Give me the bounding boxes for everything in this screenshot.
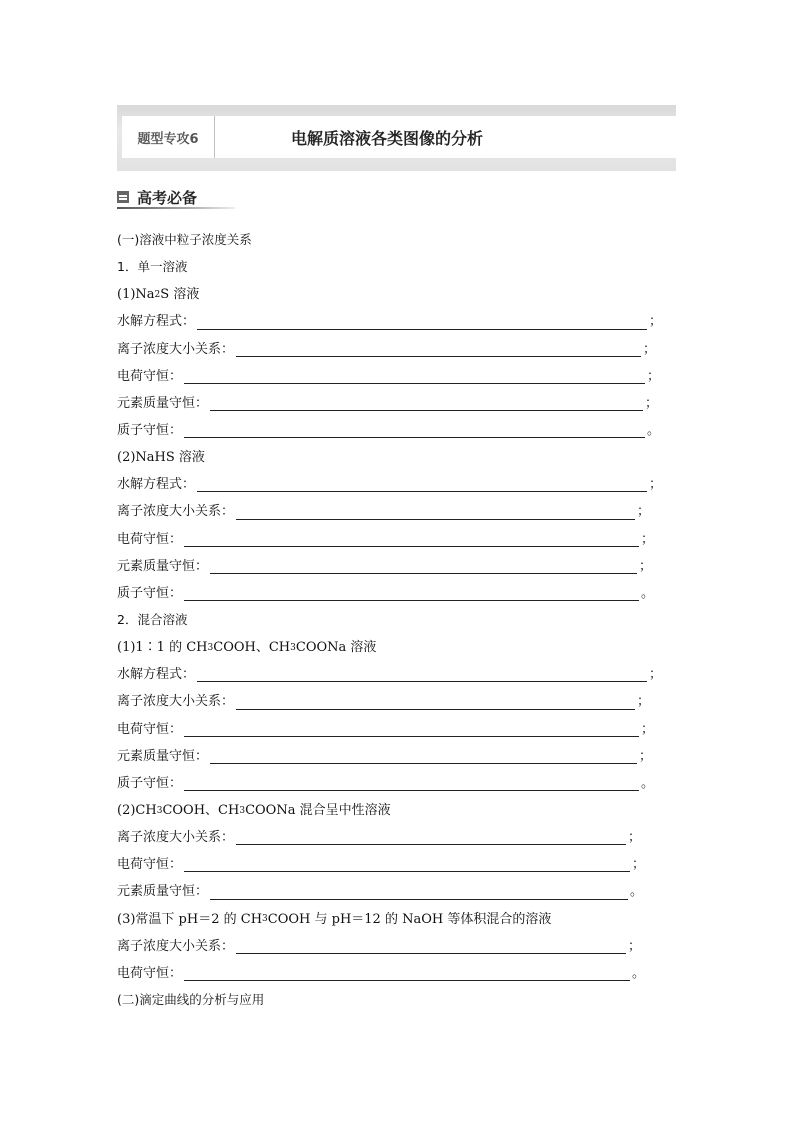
fill-row: 离子浓度大小关系： ； xyxy=(117,694,651,710)
item-title-mix-3: (3)常温下 pH＝2 的 CH 3 COOH 与 pH＝12 的 NaOH 等体积混合的溶液 xyxy=(117,911,552,927)
field-label: 元素质量守恒： xyxy=(117,558,209,574)
subheading-mixed-solution: 2．混合溶液 xyxy=(117,612,188,628)
field-label: 质子守恒： xyxy=(117,775,183,791)
field-label: 电荷守恒： xyxy=(117,368,183,384)
field-label: 质子守恒： xyxy=(117,423,183,439)
fill-row: 元素质量守恒： ； xyxy=(117,748,653,764)
fill-row: 离子浓度大小关系： ； xyxy=(117,938,642,954)
page-title: 电解质溶液各类图像的分析 xyxy=(291,128,484,148)
field-label: 离子浓度大小关系： xyxy=(117,504,235,520)
field-label: 离子浓度大小关系： xyxy=(117,830,235,846)
section-title: 高考必备 xyxy=(137,188,198,207)
subheading-single-solution: 1．单一溶液 xyxy=(117,259,188,275)
answer-blank[interactable] xyxy=(184,790,639,791)
fill-row: 电荷守恒： ； xyxy=(117,721,655,737)
fill-row: 离子浓度大小关系： ； xyxy=(117,504,651,520)
answer-blank[interactable] xyxy=(184,736,639,737)
section-underline xyxy=(117,207,235,209)
topic-tag: 题型专攻6 xyxy=(122,116,215,158)
field-label: 水解方程式： xyxy=(117,314,196,330)
subheading-particle-concentration: (一)溶液中粒子浓度关系 xyxy=(117,232,252,248)
answer-blank[interactable] xyxy=(236,519,635,520)
answer-blank[interactable] xyxy=(184,980,630,981)
answer-blank[interactable] xyxy=(210,763,637,764)
field-label: 元素质量守恒： xyxy=(117,884,209,900)
answer-blank[interactable] xyxy=(184,383,645,384)
answer-blank[interactable] xyxy=(236,953,626,954)
fill-row: 电荷守恒： ； xyxy=(117,857,646,873)
header xyxy=(122,116,676,158)
field-label: 离子浓度大小关系： xyxy=(117,938,235,954)
answer-blank[interactable] xyxy=(197,329,647,330)
item-title-na2s: (1)Na 2 S 溶液 xyxy=(117,287,200,303)
answer-blank[interactable] xyxy=(236,844,626,845)
fill-row: 离子浓度大小关系： ； xyxy=(117,830,642,846)
fill-row: 电荷守恒： 。 xyxy=(117,965,646,981)
answer-blank[interactable] xyxy=(210,410,643,411)
field-label: 元素质量守恒： xyxy=(117,395,209,411)
field-label: 离子浓度大小关系： xyxy=(117,694,235,710)
fill-row: 水解方程式： ； xyxy=(117,477,662,493)
item-title-mix-2: (2)CH 3 COOH、CH 3 COONa 混合呈中性溶液 xyxy=(117,803,391,819)
fill-row: 元素质量守恒： ； xyxy=(117,395,659,411)
answer-blank[interactable] xyxy=(184,600,639,601)
worksheet-body xyxy=(117,227,662,1014)
answer-blank[interactable] xyxy=(184,437,645,438)
field-label: 水解方程式： xyxy=(117,667,196,683)
answer-blank[interactable] xyxy=(210,899,628,900)
field-label: 电荷守恒： xyxy=(117,531,183,547)
field-label: 电荷守恒： xyxy=(117,857,183,873)
fill-row: 离子浓度大小关系： ； xyxy=(117,341,657,357)
answer-blank[interactable] xyxy=(236,709,635,710)
answer-blank[interactable] xyxy=(197,681,647,682)
answer-blank[interactable] xyxy=(184,871,630,872)
fill-row: 质子守恒： 。 xyxy=(117,423,661,439)
fill-row: 元素质量守恒： ； xyxy=(117,558,653,574)
field-label: 离子浓度大小关系： xyxy=(117,341,235,357)
list-icon xyxy=(117,191,129,203)
field-label: 电荷守恒： xyxy=(117,721,183,737)
fill-row: 水解方程式： ； xyxy=(117,314,662,330)
fill-row: 电荷守恒： ； xyxy=(117,368,661,384)
fill-row: 元素质量守恒： 。 xyxy=(117,884,644,900)
fill-row: 水解方程式： ； xyxy=(117,667,662,683)
item-title-nahs: (2)NaHS 溶液 xyxy=(117,450,205,466)
field-label: 电荷守恒： xyxy=(117,965,183,981)
answer-blank[interactable] xyxy=(210,573,637,574)
answer-blank[interactable] xyxy=(236,356,641,357)
field-label: 水解方程式： xyxy=(117,477,196,493)
subheading-titration-curve: (二)滴定曲线的分析与应用 xyxy=(117,992,265,1008)
answer-blank[interactable] xyxy=(184,546,639,547)
section-heading xyxy=(117,185,197,209)
field-label: 质子守恒： xyxy=(117,585,183,601)
field-label: 元素质量守恒： xyxy=(117,748,209,764)
item-title-mix-1: (1)1∶1 的 CH 3 COOH、CH 3 COONa 溶液 xyxy=(117,640,377,656)
answer-blank[interactable] xyxy=(197,491,647,492)
fill-row: 质子守恒： 。 xyxy=(117,585,655,601)
fill-row: 质子守恒： 。 xyxy=(117,775,655,791)
fill-row: 电荷守恒： ； xyxy=(117,531,655,547)
